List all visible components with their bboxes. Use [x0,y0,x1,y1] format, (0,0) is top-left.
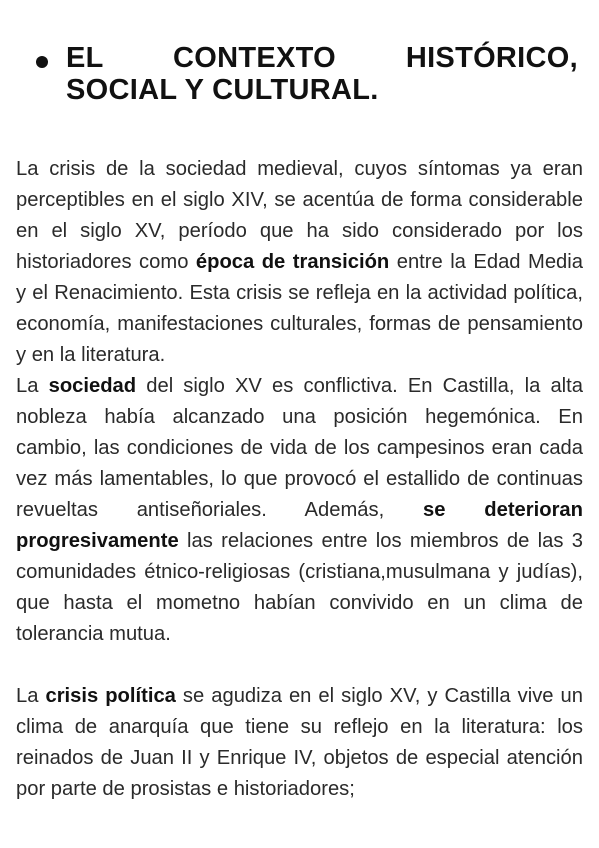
body-text [16,154,583,805]
paragraph-1-bold-1: época de transición [195,251,390,273]
paragraph-spacer [16,650,583,681]
heading-text [66,42,578,106]
paragraph-2-text-1: La [16,375,49,397]
paragraph-3-text-2: se agudiza en el siglo XV, y Castilla vive un clima de anarquía que tiene su reflejo en la literatura: los reinados de Juan II y Enrique IV, objetos de especial atención por parte de prosistas e historiadores; [16,685,583,800]
paragraph-1-text-2: entre la Edad Media y el Renacimiento. Esta crisis se refleja en la actividad política, economía, manifestaciones culturales, formas de pensamiento y en la literatura. [16,251,583,366]
heading-line-2: SOCIAL Y CULTURAL. [66,74,379,106]
paragraph-2-bold-1: sociedad [48,375,137,397]
section-heading [36,42,578,106]
paragraph-3-bold-1: crisis política [45,685,176,707]
paragraph-3 [16,681,583,805]
bullet-icon [36,56,48,68]
paragraph-3-text-1: La [16,685,46,707]
paragraph-1 [16,154,583,371]
paragraph-2-text-2: del siglo XV es conflictiva. En Castilla, la alta nobleza había alcanzado una posición hegemónica. En cambio, las condiciones de vida de los campesinos eran cada vez más lamentables, lo que provocó el estallido de continuas revueltas antiseñoriales. Además, [16,375,583,521]
paragraph-2 [16,371,583,650]
heading-line-1: EL CONTEXTO HISTÓRICO, [66,42,578,74]
paragraph-1-text-1: La crisis de la sociedad medieval, cuyos síntomas ya eran perceptibles en el siglo XIV, se acentúa de forma considerable en el siglo XV, período que ha sido considerado por los historiadores como [16,158,583,273]
paragraph-2-bold-2: se deterioran progresivamente [16,499,583,552]
paragraph-2-text-3: las relaciones entre los miembros de las 3 comunidades étnico-religiosas (cristiana,musulmana y judías), que hasta el mometno habían convivido en un clima de tolerancia mutua. [16,530,583,645]
